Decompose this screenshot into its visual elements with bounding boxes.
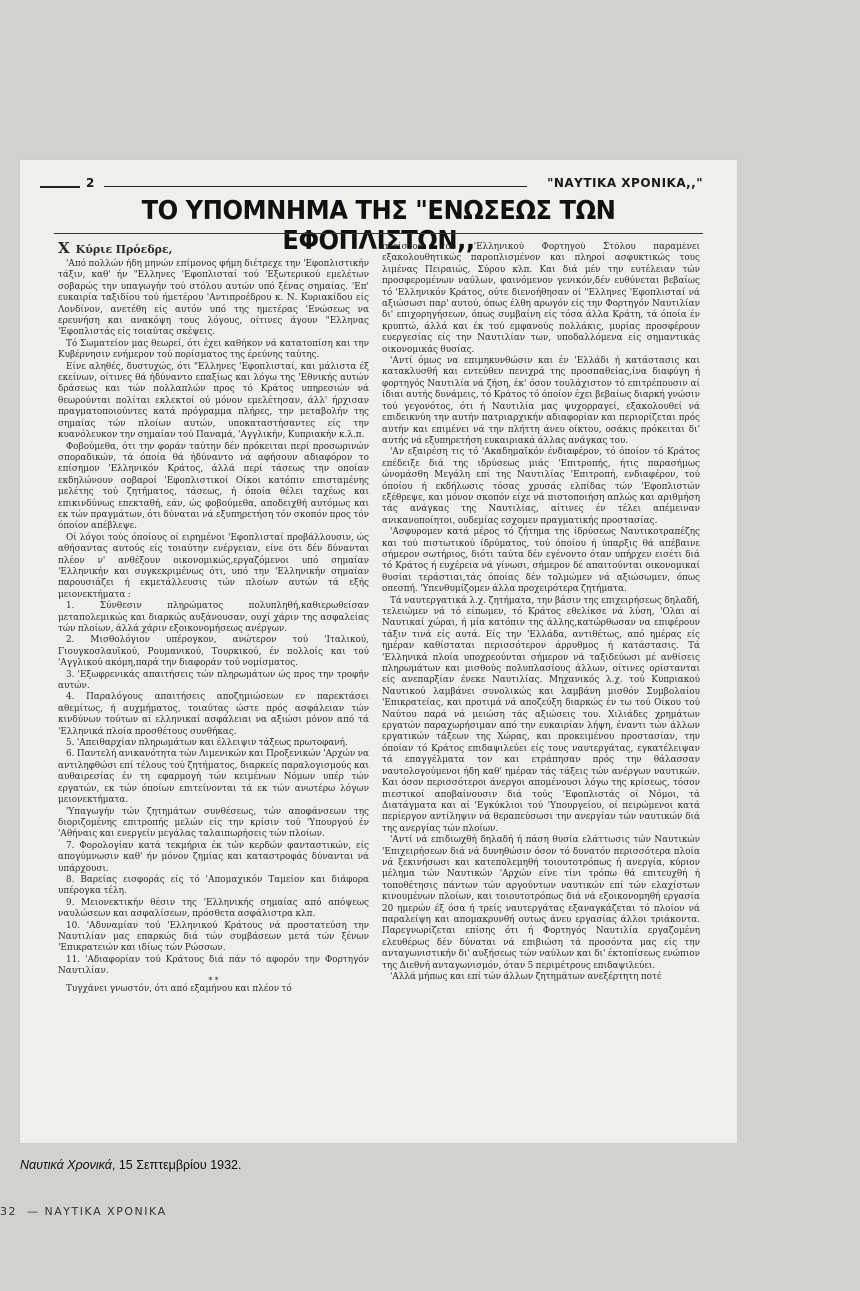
paragraph: Τά ναυτεργατικά λ.χ. ζητήματα, την βάσιν της επιχειρήσεως δηλαδή, τελειώμεν νά τό είπωμεν, τό Κράτος εθελίκσε νά λύση, 'Ολαι αί Ναυτικαί χώραι, ή μία κατόπιν της άλλης,κατώρθωσαν να επιφέρουν τάξιν τινά είς αυτά. Είς την 'Ελλάδα, αντιθέτως, από ημέρας είς ημέραν καθίσταται περισσότερον άρρυθμος ή κατάστασις. Τά 'Ελληνικά πλοία υποχρεούνται σήμερον νά ταξιδεύωσι μέ ανθίσεις πληρωμάτων και μισθούς πολυπλασίους άλλων, οίτινες ορίστανται είς ανεπαρξίαν ένεκε Ναυτιλίας. Μηχανικός λ.χ. τού Κυπριακού Ναυτικού λαμβάνει συνολικώς και λαμβάνη μισθόν Συμβολαίου 'Επικρατείας, και προτιμά νά αποζεύξη διαρκώς έν τω τού Οίκου τού Ναύτου παρά νά μειώση τάς αξιώσεις του. Χιλιάδες χρημάτων εργατών παραχωρήσιμαν από την ευκαιρίαν λήψη, έναντι τών άλλων εργατικών τάξεων της Χώρας, και προκειμένου προστασίαν, την όποίαν τό Κράτος επιδαψιλεύει είς τους ναυτεργάτας, εγκατέλειψαν τά επαγγέλματα τον και ετράπησαν πρός την θάλασσαν ναυτολογούμενοι ήδη καθ' ημέραν τάς τάξεις τών ανέργων ναυτικών. Και όσον περισσότεροι άνεργοι απομένουσι λόγω της κρίσεως, τόσον πιεστικοί αποβαίνουσιν διά τούς 'Εφοπλιστάς οί Νόμοι, τά Διατάγματα και αί 'Εγκύκλιοι τού 'Υπουργείου, οί πειρώμενοι κατά περίεργον αντίληψιν νά θεραπεύσωσι την ανεργίαν τών ναυτικών διά της ανεργίας τών πλοίων. <box>382 595 700 834</box>
paragraph: Τυγχάνει γνωστόν, ότι από εξαμήνου και πλέον τό <box>66 983 292 994</box>
list-item: 2. Μισθολόγιον υπέρογκον, ανώτερον τού 'Ιταλικού, Γιουγκοσλαυϊκού, Ρουμανικού, Τουρκικού, έν πολλοίς και τού 'Αγγλικού ακόμη,παρά την διαφοράν τού νομίσματος. <box>58 635 369 669</box>
article-right-column <box>382 242 700 1137</box>
paragraph: 'Αντί όμως να επιμηκυνθώσιν και έν 'Ελλάδι ή κατάστασις και κατακλυσθή και εντεύθεν πενιχρά της προσπαθείας,ίνα διαφύγη ή φορτηγός Ναυτιλία νά ζήση, έκ' όσον τουλάχιστον τό επιτρέπουσιν αί ίδιαι αυτής δυνάμεις, τό Κράτος τό όποίον έχει βεβαίως διαρκή γνώσιν τού γεγονότος, ότι ή Ναυτιλία μας ψυχορραγεί, εξακολουθεί νά επιδεικνύη την αυτήν πατριαρχικήν αδιαφορίαν και περιορίζεται πρός αυτήν και επιμένει νά την πλήττη άνευ οίκτου, οσάκις πρόκειται δι' αυτής νά εξυπηρετήση ευκαιριακά άλλας ανάγκας του. <box>382 356 700 446</box>
article-headline: ΤΟ ΥΠΟΜΝΗΜΑ ΤΗΣ "ΕΝΩΣΕΩΣ ΤΩΝ ΕΦΟΠΛΙΣΤΩΝ,, <box>141 196 616 256</box>
paragraph: 'Από πολλών ήδη μηνών επίμονος φήμη διέτρεχε την 'Εφοπλιστικήν τάξιν, καθ' ήν "Ελληνες 'Εφοπλισταί τού 'Εξωτερικού εμελέτων σοβαρώς την υπαγωγήν τού στόλου αυτών υπό ξένας σημαίας. 'Επ' ευκαιρία ταξιδίου τού ήμετέρου 'Αντιπροέδρου κ. Ν. Κυριακίδου είς Λονδίνον, ανετέθη είς αυτόν υπό της ημετέρας 'Ενώσεως να ερευνήση και ανακόψη τους λόγους, οίτινες άγουν "Ελληνας 'Εφοπλιστάς είς τοιαύτας σκέψεις. <box>58 259 369 338</box>
paragraph: 'Αλλά μήπως και επί τών άλλων ζητημάτων ανεξέρτητη ποτέ <box>390 972 662 982</box>
list-item: 5. 'Απειθαρχίαν πληρωμάτων και έλλειψιν τάξεως πρωτοφανή. <box>66 738 348 749</box>
ornament: * * <box>208 975 219 985</box>
caption-date: , 15 Σεπτεμβρίου 1932. <box>111 1158 242 1172</box>
footer-dash: — <box>27 1205 45 1218</box>
footer-magazine-name: ΝΑΥΤΙΚΑ ΧΡΟΝΙΚΑ <box>44 1205 167 1218</box>
image-caption <box>20 1158 241 1172</box>
running-head <box>30 174 727 192</box>
list-item: 10. 'Αδυναμίαν τού 'Ελληνικού Κράτους νά προστατεύση την Ναυτιλίαν μας επαρκώς διά τών συμβάσεων μετά τών ξένων 'Επικρατειών και ιδίως τών Ρώσσων. <box>58 920 369 954</box>
salutation-text: Κύριε Πρόεδρε, <box>75 243 173 256</box>
list-item: 8. Βαρείας εισφοράς είς τό 'Απομαχικόν Ταμείον και διάφορα υπέρογκα τέλη. <box>58 874 369 897</box>
paragraph: 'Αντί νά επιδιωχθή δηλαδή ή πάση θυσία ελάττωσις τών Ναυτικών 'Επιχειρήσεων διά νά δυνηθώσιν όσον τό δυνατόν περισσότερα πλοία νά ξεκινήσωσι και κατεπολεμηθή τοιουτοτρόπως ή ανεργία, κύριον μέλημα τών Ναυτικών 'Αρχών είνε τίνι τρόπω θά επιτευχθή ή τοποθέτησις πάντων τών αργούντων ναυτικών επί τών ελαχίστων κινουμένων πλοίων, και τοιουτοτρόπως διά νά εξοικονομηθή εργασία 20 ημερών έξ όσα ή τρείς ναυτεργάτας εξαναγκάζεται τό πλοίον νά παραλείψη και απομακρυνθή ουτως άνευ εργασίας άλλοι τριάκοντα. Παρεγνωρίζεται επίσης ότι ή Φορτηγός Ναυτιλία εργαζομένη ελευθέρως δέν δύναται νά επιβιώση τά προσόντα μας είς την ανταγωνιστικήν δι' αυξήσεως τών ναύλων και δι' έκτοπίσεως ενώπιον της Διεθνή ανταγωνισμόν, όταν 5 περιμέτρους επιδαψιλεύει. <box>382 835 700 971</box>
paragraph: Τό Σωματείον μας θεωρεί, ότι έχει καθήκον νά κατατοπίση και την Κυβέρνησιν ενήμερον τού πορίσματος της έρεύνης ταύτης. <box>58 338 369 361</box>
list-item: 9. Μειονεκτικήν θέσιν της 'Ελληνικής σημαίας από απόψεως ναυλώσεων και ασφαλίσεων, πρόσθετα ασφάλιστρα κλπ. <box>58 897 369 920</box>
paragraph: 'Αν εξαιρέση τις τό 'Ακαδημαϊκόν ένδιαφέρον, τό όποίον τό Κράτος επέδειξε διά της ιδρύσεως μιάς 'Επιτροπής, ήτις παρασήμως ώνομάσθη Μεγάλη επί της Ναυτιλίας 'Επιτροπή, ενδιαφέρον, τού όποίου ή εκδήλωσις τόσας χρυσάς ελπίδας τών 'Εφοπλιστών εξέθρεψε, και μόνον σκοπόν είχε νά πιστοποιήση απλώς και αριθμήση τάς ανάγκας της Ναυτιλίας, αίτινες έν τέλει απέμειναν ανικανοποίητοι, ουδεμίας εσχομεν πραγματικής προστασίας. <box>382 447 700 526</box>
article-left-column <box>58 240 369 1135</box>
paragraph: Φοβούμεθα, ότι την φοράν ταύτην δέν πρόκειται περί προσωρινών σποραδικών, τά όποία θά ήδύναντο νά αφήσουν αδιαφόρον το επίσημον 'Ελληνικόν Κράτος, άλλά περί τάσεως την οποίαν εκδηλώνουν σοβαροί 'Εφοπλιστικοί Οίκοι κατόπιν επισταμένης μελέτης τού ζητήματος, τάσεως, ή όποία θέλει ταχέως και επικινδύνως επεκταθή, εάν, ώς φοβούμεθα, αποδειχθή αυτόμως και εκ τών πραγμάτων, ότι δύναται νά εξυπηρετήση τόν σκοπόν προς τόν όποίον απέβλεψε. <box>58 441 369 532</box>
paragraph: πλείστον τού 'Ελληνικού Φορτηγού Στόλου παραμένει εξακολουθητικώς παροπλισμένον και πληροί ασφυκτικώς τους λιμένας Πειραιώς, Σύρου κλπ. Και διά μέν την ευτέλειαν τών προσφερομένων ναύλων, φαινόμενον γενικόν,δέν ευθύνεται βεβαίως τό 'Ελληνικόν Κράτος, ούτε διενοήθησαν οί "Ελληνες 'Εφοπλισταί νά αξιώσωσι παρ' αυτού, όπως έλθη αρωγόν είς την Φορτηγόν Ναυτιλίαν δι' επιχορηγήσεων, όπως συμβαίνη είς τόσα άλλα Κράτη, τά όποία έν κρυπτώ, άλλά και έκ τού εμφανούς πολλάκις, μυρίας προσφέρουν ευεργεσίας είς την Ναυτιλίαν των, υποδαλλόμενα είς σημαντικάς οικονομικάς θυσίας. <box>382 242 700 355</box>
head-rule-middle <box>104 186 527 187</box>
list-item: 11. 'Αδιαφορίαν τού Κράτους διά πάν τό αφορόν την Φορτηγόν Ναυτιλίαν. <box>58 954 369 977</box>
headline-rule <box>54 233 703 234</box>
list-item: 1. Σύνθεσιν πληρώματος πολυπληθή,καθιερωθείσαν μεταπολεμικώς και διαρκώς αυξάνουσαν, ουχί χάριν της ασφαλείας τών πλοίων, άλλά χάριν εξοικονομήσεως ανέργων. <box>58 601 369 634</box>
clipping-page-number: 2 <box>86 176 95 190</box>
newspaper-clipping <box>20 160 737 1143</box>
salutation <box>58 240 369 258</box>
footer-page-number: 32 <box>0 1205 17 1218</box>
paragraph: 'Ασφυρομεν κατά μέρος τό ζήτημα της ίδρύσεως Ναυτικοτραπέζης και τού πιστωτικού ίδρύματος, τού όποίου ή ύπαρξις θά απέβαινε σήμερον σωτήριος, διότι ταύτα δέν εγένοντο όταν υπήρχεν εισέτι διά τό Κράτος ή ευχέρεια νά γίνωσι, σήμερον δέ απαιτούνται οικονομικαί θυσίαι τεράστιαι,τάς όποίας δέν τολμώμεν νά αξιώσωμεν, όπως οπεσπή. 'Υπενθυμίζομεν άλλα προχειρότερα ζητήματα. <box>382 527 700 595</box>
paragraph: 'Υπαγωγήν τών ζητημάτων συνθέσεως, τών αποφάνσεων της διοριζομένης επιτροπής μελών είς την κρίσιν τού 'Υπουργού έν 'Αθήναις και ενεργείν μεγάλας ταλαιπωρήσεις τών πλοίων. <box>58 806 369 840</box>
clipping-paper-name: "ΝΑΥΤΙΚΑ ΧΡΟΝΙΚΑ,," <box>547 176 703 190</box>
caption-title: Ναυτικά Χρονικά <box>20 1158 112 1172</box>
salutation-mark: X <box>58 240 70 257</box>
paragraph: Οί λόγοι τούς όποίους οί ειρημένοι 'Εφοπλισταί προβάλλουσιν, ώς αθήσαντας αυτούς είς τοιαύτην ενέργειαν, είνε ότι δέν δύνανται πλέον ν' ανθέξουν οικονομικώς,εργαζόμενοι υπό σημαίαν 'Ελληνικήν και συγκεκριμένως ότι, υπό την 'Ελληνικήν σημαίαν παρουσιάζει ή εκμετάλλευσις τών πλοίων αυτών τά εξής μειονεκτήματα : <box>58 532 369 600</box>
list-item: 3. 'Εξωφρενικάς απαιτήσεις τών πληρωμάτων ώς προς την τροφήν αυτών. <box>58 669 369 692</box>
list-item: 4. Παραλόγους απαιτήσεις αποζημιώσεων εν παρεκτάσει αθεμίτως, ή αυχμήματος, τοιαύτας ώστε πρός ασφάλειαν τών κινδύνων τούτων αί ελληνικαί ασφάλειαι να αξιώσι μόνον από τά 'Ελληνικά πλοία προσθέτους συνθήκας. <box>58 692 369 737</box>
paragraph: Είνε αληθές, δυστυχώς, ότι "Ελληνες 'Εφοπλισταί, και μάλιστα έξ εκείνων, οίτινες θά ήδύναντο επαξίως και λόγω της 'Εθνικής αυτών δράσεως και τών πολλαπλών προς τό Κράτος υπηρεσιών νά θεωρούνται πολίται εκλεκτοί ού μόνον εμελέτησαν, άλλ' ήρχισαν πραγματοποιούντες κατά πρόγραμμα πλήρες, την μεταβολήν της σημαίας τών πλοίων αυτών, υποκαταστήσαντες είς την κυανόλευκον την σημαίαν τού Παναμά, 'Αγγλικήν, Κυπριακήν κ.λ.π. <box>58 361 369 441</box>
head-rule-left <box>40 186 80 188</box>
list-item: 7. Φορολογίαν κατά τεκμήρια έκ τών κερδών φανταστικών, είς απογύμνωσιν καθ' ήν μόνον ζημίας και καταστροφάς δύνανται νά υπάρχουσι. <box>58 840 369 874</box>
list-item: 6. Παντελή ανικανότητα τών Λιμενικών και Προξενικών 'Αρχών να αντιληφθώσι επί τέλους τού ζητήματος, διαρκείς παραλογισμούς και αυθαιρεσίας έν τη εφαρμογή τών κειμένων Νόμων υπέρ τών εργατών, εκ τών όποίων επιτείνονται τά εκ τών ανωτέρω λόγων μειονεκτήματα. <box>58 749 369 806</box>
page-footer <box>0 1205 167 1218</box>
